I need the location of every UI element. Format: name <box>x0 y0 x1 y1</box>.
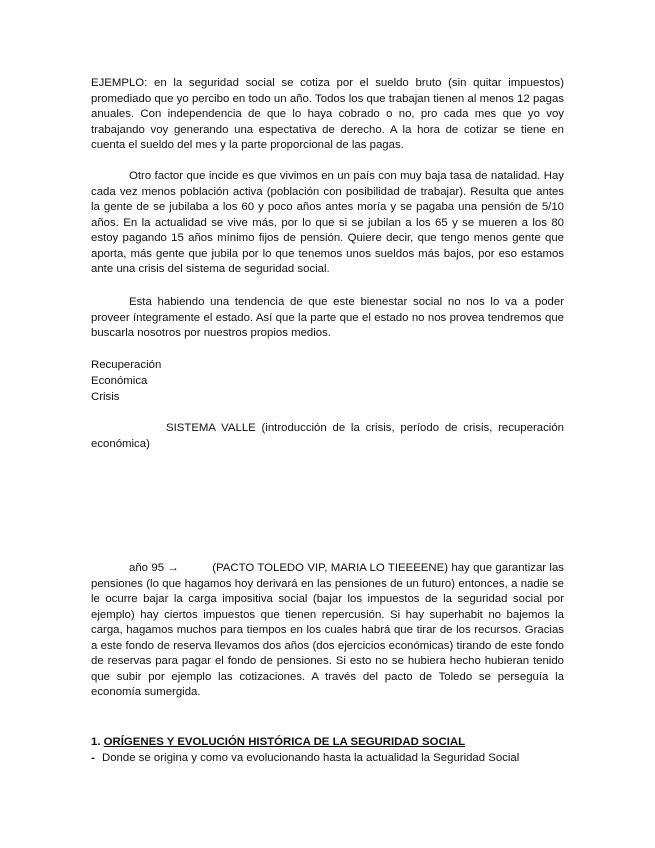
paragraph-bienestar: Esta habiendo una tendencia de que este bienestar social no nos lo va a poder proveer íntegramente el estado. Así que la parte que el estado no nos provea tendremos que buscarla nosotros por nuestros propios medios. <box>91 296 564 339</box>
list-item-crisis: Crisis <box>91 391 120 403</box>
paragraph-ejemplo: EJEMPLO: en la seguridad social se cotiza por el sueldo bruto (sin quitar impuestos) promediado que yo percibo en todo un año. Todos los que trabajan tienen al menos 12 pagas anuales. Con independencia de que lo haya cobrado o no, pro cada mes que yo voy trabajando voy generando una espectativa de derecho. A la hora de cotizar se tiene en cuenta el sueldo del mes y la parte proporcional de las pagas. <box>91 77 564 151</box>
paragraph-sistema-valle: SISTEMA VALLE (introducción de la crisis, período de crisis, recuperación económica) <box>91 422 564 450</box>
section-title: ORÍGENES Y EVOLUCIÓN HISTÓRICA DE LA SEGURIDAD SOCIAL <box>103 736 466 748</box>
list-item-economica: Económica <box>91 375 148 387</box>
bullet-item <box>91 751 519 767</box>
section-number: 1. <box>91 736 101 748</box>
bullet-text: Donde se origina y como va evolucionando hasta la actualidad la Seguridad Social <box>102 752 520 764</box>
paragraph-pacto-toledo: año 95 → (PACTO TOLEDO VIP, MARIA LO TIEEEENE) hay que garantizar las pensiones (lo que hagamos hoy derivará en las pensiones de un futuro) entonces, a nadie se le ocurre bajar la carga impositiva social (bajar los impuestos de la seguridad social por ejemplo) hay ciertos impuestos que tienen repercusión. Si hay superhabit no bajemos la carga, hagamos muchos para tiempos en los cuales habrá que tirar de los recursos. Gracias a este fondo de reserva llevamos dos años (dos ejercicios económicas) tirando de este fondo de reservas para pagar el fondo de pensiones. Si esto no se hubiera hecho hubieran tenido que subir por ejemplo las cotizaciones. A través del pacto de Toledo se perseguía la economía sumergida. <box>91 562 568 698</box>
list-item-recuperacion: Recuperación <box>91 359 162 371</box>
section-heading <box>91 735 465 751</box>
paragraph-natalidad: Otro factor que incide es que vivimos en un país con muy baja tasa de natalidad. Hay cada vez menos población activa (población con posibilidad de trabajar). Resulta que antes la gente de se jubilaba a los 60 y poco años antes moría y se pagaba una pensión de 5/10 años. En la actualidad se vive más, por lo que si se jubilan a los 65 y se mueren a los 80 estoy pagando 15 años mínimo fijos de pensión. Quiere decir, que tengo menos gente que aporta, más gente que jubila por lo que tenemos unos sueldos más bajos, por eso estamos ante una crisis del sistema de seguridad social. <box>91 170 564 275</box>
bullet-dash: - <box>91 752 95 764</box>
